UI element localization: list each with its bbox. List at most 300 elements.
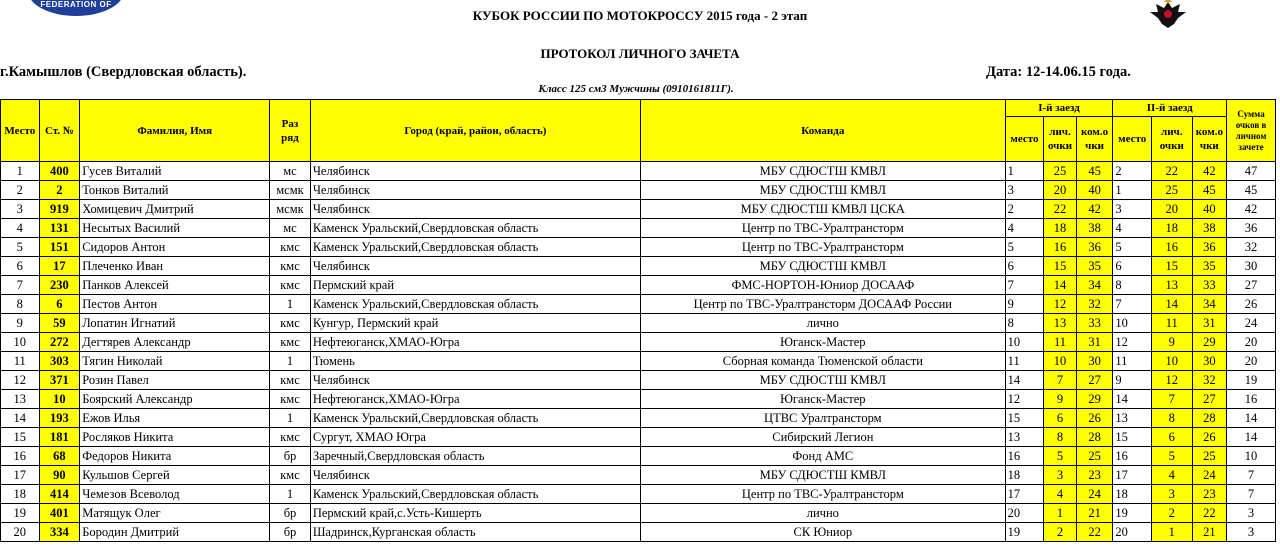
race1-team-points-cell: 33 <box>1076 314 1113 333</box>
total-cell: 45 <box>1227 181 1276 200</box>
name-cell: Росляков Никита <box>80 428 270 447</box>
race1-team-points-cell: 36 <box>1076 238 1113 257</box>
race1-team-points-cell: 24 <box>1076 485 1113 504</box>
start-number-cell: 10 <box>39 390 80 409</box>
race1-team-points-cell: 40 <box>1076 181 1113 200</box>
table-row <box>1 447 1276 466</box>
name-cell: Несытых Василий <box>80 219 270 238</box>
protocol-title: ПРОТОКОЛ ЛИЧНОГО ЗАЧЕТА <box>540 46 740 61</box>
table-row <box>1 219 1276 238</box>
race1-team-points-cell: 26 <box>1076 409 1113 428</box>
race1-points-cell: 12 <box>1044 295 1077 314</box>
results-body <box>1 162 1276 542</box>
table-row <box>1 295 1276 314</box>
total-cell: 16 <box>1227 390 1276 409</box>
race1-place-cell: 17 <box>1005 485 1044 504</box>
race1-team-points-cell: 32 <box>1076 295 1113 314</box>
place-cell: 7 <box>1 276 40 295</box>
rank-cell: кмс <box>270 428 311 447</box>
place-cell: 15 <box>1 428 40 447</box>
total-cell: 7 <box>1227 485 1276 504</box>
col-race2: II-й заезд <box>1113 100 1227 117</box>
start-number-cell: 414 <box>39 485 80 504</box>
race2-team-points-cell: 24 <box>1192 466 1227 485</box>
race1-place-cell: 11 <box>1005 352 1044 371</box>
header-row-1 <box>1 100 1276 117</box>
race2-place-cell: 7 <box>1113 295 1152 314</box>
race2-points-cell: 10 <box>1151 352 1192 371</box>
col-city: Город (край, район, область) <box>310 100 640 162</box>
race2-team-points-cell: 34 <box>1192 295 1227 314</box>
place-cell: 11 <box>1 352 40 371</box>
team-cell: лично <box>640 314 1005 333</box>
total-cell: 14 <box>1227 428 1276 447</box>
race1-team-points-cell: 34 <box>1076 276 1113 295</box>
race2-place-cell: 16 <box>1113 447 1152 466</box>
race2-points-cell: 16 <box>1151 238 1192 257</box>
team-cell: Центр по ТВС-Уралтрансторм ДОСААФ России <box>640 295 1005 314</box>
place-cell: 20 <box>1 523 40 542</box>
race1-points-cell: 7 <box>1044 371 1077 390</box>
total-cell: 7 <box>1227 466 1276 485</box>
race2-points-cell: 14 <box>1151 295 1192 314</box>
race2-place-cell: 14 <box>1113 390 1152 409</box>
name-cell: Хомицевич Дмитрий <box>80 200 270 219</box>
race1-points-cell: 25 <box>1044 162 1077 181</box>
start-number-cell: 181 <box>39 428 80 447</box>
start-number-cell: 303 <box>39 352 80 371</box>
table-row <box>1 181 1276 200</box>
table-row <box>1 523 1276 542</box>
race1-team-points-cell: 23 <box>1076 466 1113 485</box>
team-cell: МБУ СДЮСТШ КМВЛ ЦСКА <box>640 200 1005 219</box>
total-cell: 30 <box>1227 257 1276 276</box>
rank-cell: мс <box>270 162 311 181</box>
race2-place-cell: 11 <box>1113 352 1152 371</box>
race2-place-cell: 4 <box>1113 219 1152 238</box>
race1-points-cell: 22 <box>1044 200 1077 219</box>
race1-points-cell: 9 <box>1044 390 1077 409</box>
total-cell: 3 <box>1227 504 1276 523</box>
race1-team-points-cell: 29 <box>1076 390 1113 409</box>
race2-points-cell: 11 <box>1151 314 1192 333</box>
race1-team-points-cell: 38 <box>1076 219 1113 238</box>
start-number-cell: 68 <box>39 447 80 466</box>
city-cell: Каменск Уральский,Свердловская область <box>310 485 640 504</box>
race2-team-points-cell: 21 <box>1192 523 1227 542</box>
race1-points-cell: 8 <box>1044 428 1077 447</box>
city-cell: Нефтеюганск,ХМАО-Югра <box>310 333 640 352</box>
name-cell: Пестов Антон <box>80 295 270 314</box>
city-cell: Челябинск <box>310 257 640 276</box>
name-cell: Гусев Виталий <box>80 162 270 181</box>
team-cell: лично <box>640 504 1005 523</box>
city-cell: Челябинск <box>310 200 640 219</box>
race1-points-cell: 1 <box>1044 504 1077 523</box>
total-cell: 20 <box>1227 352 1276 371</box>
total-cell: 36 <box>1227 219 1276 238</box>
race2-place-cell: 17 <box>1113 466 1152 485</box>
place-cell: 16 <box>1 447 40 466</box>
race1-team-points-cell: 31 <box>1076 333 1113 352</box>
race2-place-cell: 2 <box>1113 162 1152 181</box>
table-row <box>1 466 1276 485</box>
race1-points-cell: 18 <box>1044 219 1077 238</box>
race1-place-cell: 4 <box>1005 219 1044 238</box>
race2-team-points-cell: 45 <box>1192 181 1227 200</box>
table-row <box>1 162 1276 181</box>
rank-cell: кмс <box>270 466 311 485</box>
place-cell: 8 <box>1 295 40 314</box>
race2-team-points-cell: 42 <box>1192 162 1227 181</box>
race2-place-cell: 9 <box>1113 371 1152 390</box>
team-cell: МБУ СДЮСТШ КМВЛ <box>640 371 1005 390</box>
rank-cell: кмс <box>270 276 311 295</box>
total-cell: 24 <box>1227 314 1276 333</box>
rank-cell: кмс <box>270 314 311 333</box>
race1-team-points-cell: 45 <box>1076 162 1113 181</box>
race1-place-cell: 5 <box>1005 238 1044 257</box>
city-cell: Каменск Уральский,Свердловская область <box>310 295 640 314</box>
start-number-cell: 230 <box>39 276 80 295</box>
race1-place-cell: 3 <box>1005 181 1044 200</box>
table-row <box>1 390 1276 409</box>
place-cell: 12 <box>1 371 40 390</box>
race1-team-points-cell: 22 <box>1076 523 1113 542</box>
class-line: Класс 125 см3 Мужчины (0910161811Г). <box>538 83 734 95</box>
race2-team-points-cell: 32 <box>1192 371 1227 390</box>
table-row <box>1 428 1276 447</box>
name-cell: Тягин Николай <box>80 352 270 371</box>
race2-team-points-cell: 29 <box>1192 333 1227 352</box>
race1-place-cell: 8 <box>1005 314 1044 333</box>
start-number-cell: 151 <box>39 238 80 257</box>
team-cell: Юганск-Мастер <box>640 390 1005 409</box>
city-cell: Тюмень <box>310 352 640 371</box>
race2-team-points-cell: 23 <box>1192 485 1227 504</box>
race2-points-cell: 18 <box>1151 219 1192 238</box>
race1-team-points-cell: 28 <box>1076 428 1113 447</box>
race1-points-cell: 13 <box>1044 314 1077 333</box>
table-row <box>1 200 1276 219</box>
race1-place-cell: 12 <box>1005 390 1044 409</box>
race1-place-cell: 6 <box>1005 257 1044 276</box>
team-cell: Сборная команда Тюменской области <box>640 352 1005 371</box>
race2-place-cell: 6 <box>1113 257 1152 276</box>
name-cell: Дегтярев Александр <box>80 333 270 352</box>
name-cell: Матящук Олег <box>80 504 270 523</box>
col-total: Сумма очков в личном зачете <box>1227 100 1276 162</box>
race1-place-cell: 14 <box>1005 371 1044 390</box>
total-cell: 32 <box>1227 238 1276 257</box>
table-row <box>1 238 1276 257</box>
rank-cell: бр <box>270 504 311 523</box>
race1-place-cell: 13 <box>1005 428 1044 447</box>
name-cell: Чемезов Всеволод <box>80 485 270 504</box>
start-number-cell: 401 <box>39 504 80 523</box>
race2-team-points-cell: 33 <box>1192 276 1227 295</box>
col-team: Команда <box>640 100 1005 162</box>
start-number-cell: 6 <box>39 295 80 314</box>
race2-points-cell: 22 <box>1151 162 1192 181</box>
race2-place-cell: 12 <box>1113 333 1152 352</box>
race1-place-cell: 18 <box>1005 466 1044 485</box>
name-cell: Лопатин Игнатий <box>80 314 270 333</box>
col-name: Фамилия, Имя <box>80 100 270 162</box>
race2-team-points-cell: 35 <box>1192 257 1227 276</box>
city-cell: Каменск Уральский,Свердловская область <box>310 238 640 257</box>
col-rank: Раз ряд <box>270 100 311 162</box>
name-cell: Тонков Виталий <box>80 181 270 200</box>
race1-place-cell: 9 <box>1005 295 1044 314</box>
place-cell: 3 <box>1 200 40 219</box>
race2-team-points-cell: 36 <box>1192 238 1227 257</box>
team-cell: Фонд АМС <box>640 447 1005 466</box>
race2-place-cell: 19 <box>1113 504 1152 523</box>
race2-team-points-cell: 28 <box>1192 409 1227 428</box>
start-number-cell: 59 <box>39 314 80 333</box>
start-number-cell: 2 <box>39 181 80 200</box>
race1-place-cell: 7 <box>1005 276 1044 295</box>
rank-cell: кмс <box>270 238 311 257</box>
total-cell: 42 <box>1227 200 1276 219</box>
rank-cell: кмс <box>270 371 311 390</box>
place-cell: 5 <box>1 238 40 257</box>
table-row <box>1 504 1276 523</box>
race1-points-cell: 10 <box>1044 352 1077 371</box>
name-cell: Бородин Дмитрий <box>80 523 270 542</box>
race2-place-cell: 1 <box>1113 181 1152 200</box>
col-race1-place: место <box>1005 117 1044 162</box>
event-date: Дата: 12-14.06.15 года. <box>986 64 1131 80</box>
start-number-cell: 334 <box>39 523 80 542</box>
race2-points-cell: 25 <box>1151 181 1192 200</box>
table-row <box>1 333 1276 352</box>
race2-points-cell: 9 <box>1151 333 1192 352</box>
col-place: Место <box>1 100 40 162</box>
rank-cell: кмс <box>270 390 311 409</box>
place-cell: 1 <box>1 162 40 181</box>
race2-points-cell: 6 <box>1151 428 1192 447</box>
race2-place-cell: 18 <box>1113 485 1152 504</box>
team-cell: Сибирский Легион <box>640 428 1005 447</box>
race1-points-cell: 3 <box>1044 466 1077 485</box>
race1-team-points-cell: 27 <box>1076 371 1113 390</box>
city-cell: Каменск Уральский,Свердловская область <box>310 409 640 428</box>
place-cell: 2 <box>1 181 40 200</box>
race2-points-cell: 13 <box>1151 276 1192 295</box>
city-cell: Заречный,Свердловская область <box>310 447 640 466</box>
race2-place-cell: 8 <box>1113 276 1152 295</box>
team-cell: Центр по ТВС-Уралтрансторм <box>640 219 1005 238</box>
col-race1-team-points: ком.о чки <box>1076 117 1113 162</box>
rank-cell: кмс <box>270 333 311 352</box>
race1-place-cell: 15 <box>1005 409 1044 428</box>
rank-cell: 1 <box>270 409 311 428</box>
col-race2-points: лич. очки <box>1151 117 1192 162</box>
col-race1-points: лич. очки <box>1044 117 1077 162</box>
rank-cell: мс <box>270 219 311 238</box>
race2-points-cell: 8 <box>1151 409 1192 428</box>
place-cell: 14 <box>1 409 40 428</box>
race2-place-cell: 20 <box>1113 523 1152 542</box>
race1-place-cell: 1 <box>1005 162 1044 181</box>
race2-team-points-cell: 30 <box>1192 352 1227 371</box>
name-cell: Федоров Никита <box>80 447 270 466</box>
start-number-cell: 131 <box>39 219 80 238</box>
race2-team-points-cell: 38 <box>1192 219 1227 238</box>
col-race2-team-points: ком.о чки <box>1192 117 1227 162</box>
place-cell: 9 <box>1 314 40 333</box>
city-cell: Нефтеюганск,ХМАО-Югра <box>310 390 640 409</box>
total-cell: 47 <box>1227 162 1276 181</box>
race1-points-cell: 4 <box>1044 485 1077 504</box>
name-cell: Плеченко Иван <box>80 257 270 276</box>
race2-team-points-cell: 27 <box>1192 390 1227 409</box>
race1-place-cell: 2 <box>1005 200 1044 219</box>
race1-team-points-cell: 30 <box>1076 352 1113 371</box>
team-cell: МБУ СДЮСТШ КМВЛ <box>640 181 1005 200</box>
place-cell: 10 <box>1 333 40 352</box>
race1-place-cell: 19 <box>1005 523 1044 542</box>
rank-cell: 1 <box>270 485 311 504</box>
race1-points-cell: 2 <box>1044 523 1077 542</box>
place-cell: 19 <box>1 504 40 523</box>
team-cell: ФМС-НОРТОН-Юниор ДОСААФ <box>640 276 1005 295</box>
place-cell: 6 <box>1 257 40 276</box>
table-row <box>1 409 1276 428</box>
total-cell: 27 <box>1227 276 1276 295</box>
race1-team-points-cell: 42 <box>1076 200 1113 219</box>
total-cell: 10 <box>1227 447 1276 466</box>
race2-place-cell: 13 <box>1113 409 1152 428</box>
race2-points-cell: 1 <box>1151 523 1192 542</box>
race2-team-points-cell: 25 <box>1192 447 1227 466</box>
race2-points-cell: 20 <box>1151 200 1192 219</box>
race2-points-cell: 5 <box>1151 447 1192 466</box>
start-number-cell: 919 <box>39 200 80 219</box>
city-cell: Челябинск <box>310 371 640 390</box>
total-cell: 19 <box>1227 371 1276 390</box>
place-cell: 4 <box>1 219 40 238</box>
rank-cell: кмс <box>270 257 311 276</box>
city-cell: Кунгур, Пермский край <box>310 314 640 333</box>
race1-team-points-cell: 35 <box>1076 257 1113 276</box>
team-cell: СК Юниор <box>640 523 1005 542</box>
race2-team-points-cell: 26 <box>1192 428 1227 447</box>
table-row <box>1 276 1276 295</box>
start-number-cell: 90 <box>39 466 80 485</box>
team-cell: Центр по ТВС-Уралтрансторм <box>640 238 1005 257</box>
team-cell: МБУ СДЮСТШ КМВЛ <box>640 257 1005 276</box>
team-cell: МБУ СДЮСТШ КМВЛ <box>640 162 1005 181</box>
city-cell: Челябинск <box>310 162 640 181</box>
start-number-cell: 371 <box>39 371 80 390</box>
race2-points-cell: 2 <box>1151 504 1192 523</box>
place-cell: 17 <box>1 466 40 485</box>
place-cell: 18 <box>1 485 40 504</box>
race2-place-cell: 5 <box>1113 238 1152 257</box>
total-cell: 3 <box>1227 523 1276 542</box>
race2-points-cell: 12 <box>1151 371 1192 390</box>
race1-points-cell: 15 <box>1044 257 1077 276</box>
place-cell: 13 <box>1 390 40 409</box>
name-cell: Ежов Илья <box>80 409 270 428</box>
race2-team-points-cell: 40 <box>1192 200 1227 219</box>
logo-text: FEDERATION OF <box>40 0 112 9</box>
team-cell: МБУ СДЮСТШ КМВЛ <box>640 466 1005 485</box>
start-number-cell: 193 <box>39 409 80 428</box>
rank-cell: бр <box>270 447 311 466</box>
team-cell: ЦТВС Уралтрансторм <box>640 409 1005 428</box>
rank-cell: бр <box>270 523 311 542</box>
total-cell: 26 <box>1227 295 1276 314</box>
rank-cell: мсмк <box>270 181 311 200</box>
race1-points-cell: 6 <box>1044 409 1077 428</box>
total-cell: 14 <box>1227 409 1276 428</box>
race1-points-cell: 11 <box>1044 333 1077 352</box>
race2-team-points-cell: 31 <box>1192 314 1227 333</box>
table-row <box>1 314 1276 333</box>
col-number: Ст. № <box>39 100 80 162</box>
city-cell: Каменск Уральский,Свердловская область <box>310 219 640 238</box>
race1-place-cell: 16 <box>1005 447 1044 466</box>
results-table <box>0 99 1276 542</box>
table-row <box>1 352 1276 371</box>
race2-place-cell: 15 <box>1113 428 1152 447</box>
race1-points-cell: 16 <box>1044 238 1077 257</box>
location: г.Камышлов (Свердловская область). <box>0 64 247 80</box>
race2-team-points-cell: 22 <box>1192 504 1227 523</box>
city-cell: Сургут, ХМАО Югра <box>310 428 640 447</box>
total-cell: 20 <box>1227 333 1276 352</box>
city-cell: Челябинск <box>310 466 640 485</box>
rank-cell: мсмк <box>270 200 311 219</box>
city-cell: Пермский край <box>310 276 640 295</box>
table-row <box>1 485 1276 504</box>
name-cell: Розин Павел <box>80 371 270 390</box>
race2-points-cell: 7 <box>1151 390 1192 409</box>
race2-points-cell: 15 <box>1151 257 1192 276</box>
start-number-cell: 272 <box>39 333 80 352</box>
race1-team-points-cell: 21 <box>1076 504 1113 523</box>
race1-place-cell: 10 <box>1005 333 1044 352</box>
name-cell: Боярский Александр <box>80 390 270 409</box>
name-cell: Панков Алексей <box>80 276 270 295</box>
table-row <box>1 371 1276 390</box>
city-cell: Челябинск <box>310 181 640 200</box>
rank-cell: 1 <box>270 295 311 314</box>
race2-points-cell: 3 <box>1151 485 1192 504</box>
col-race1: I-й заезд <box>1005 100 1113 117</box>
rank-cell: 1 <box>270 352 311 371</box>
race1-points-cell: 14 <box>1044 276 1077 295</box>
race1-place-cell: 20 <box>1005 504 1044 523</box>
name-cell: Сидоров Антон <box>80 238 270 257</box>
start-number-cell: 400 <box>39 162 80 181</box>
table-row <box>1 257 1276 276</box>
team-cell: Центр по ТВС-Уралтрансторм <box>640 485 1005 504</box>
race2-place-cell: 3 <box>1113 200 1152 219</box>
race2-place-cell: 10 <box>1113 314 1152 333</box>
race1-points-cell: 20 <box>1044 181 1077 200</box>
race2-points-cell: 4 <box>1151 466 1192 485</box>
race1-team-points-cell: 25 <box>1076 447 1113 466</box>
race1-points-cell: 5 <box>1044 447 1077 466</box>
col-race2-place: место <box>1113 117 1152 162</box>
competition-title: КУБОК РОССИИ ПО МОТОКРОССУ 2015 года - 2 этап <box>472 8 808 23</box>
start-number-cell: 17 <box>39 257 80 276</box>
